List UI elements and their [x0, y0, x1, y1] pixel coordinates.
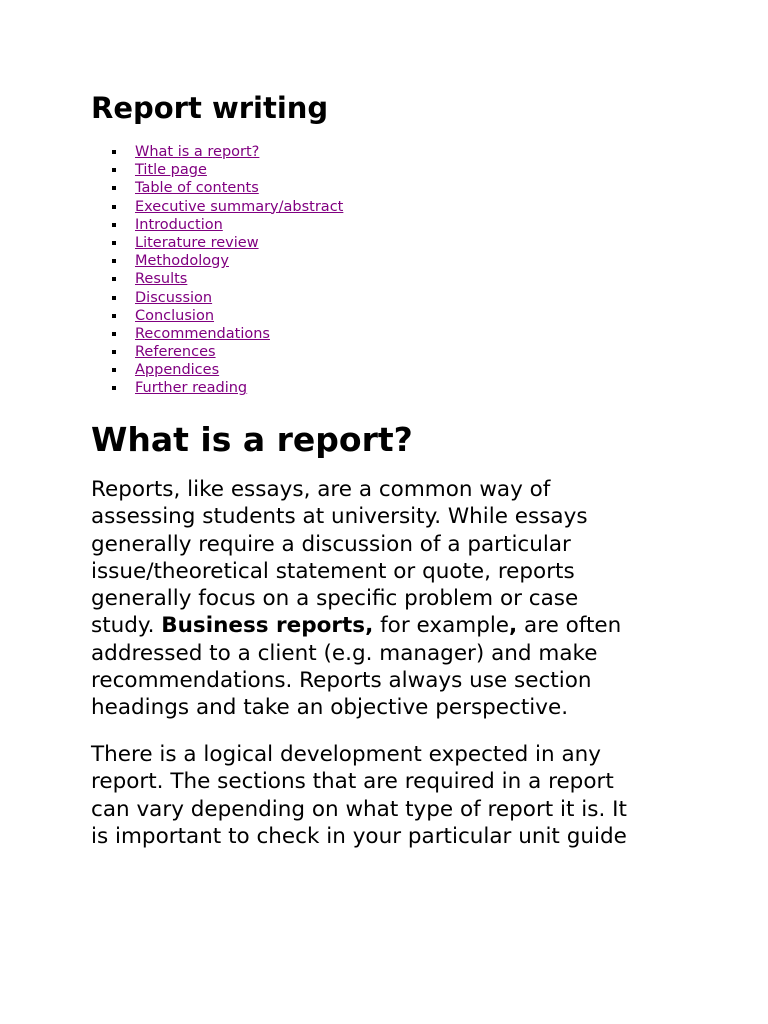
text-run: for example — [373, 613, 510, 639]
page-title: Report writing — [91, 91, 329, 125]
toc-item-further-reading — [91, 379, 343, 397]
bold-text: , — [509, 613, 518, 639]
toc-link-references[interactable]: References — [135, 344, 216, 361]
toc-link-executive-summary[interactable]: Executive summary/abstract — [135, 198, 344, 215]
text-run: are often — [517, 613, 622, 639]
toc-link-appendices[interactable]: Appendices — [135, 362, 220, 379]
bullet-icon — [112, 168, 116, 172]
toc-item-recommendations — [91, 325, 343, 343]
bullet-icon — [112, 259, 116, 263]
bullet-icon — [112, 368, 116, 372]
toc-link-table-of-contents[interactable]: Table of contents — [135, 180, 259, 197]
toc-link-discussion[interactable]: Discussion — [135, 289, 213, 306]
bullet-icon — [112, 350, 116, 354]
bullet-icon — [112, 150, 116, 154]
paragraph-line: can vary depending on what type of report it is. It — [91, 796, 627, 822]
toc-item-conclusion — [91, 307, 343, 325]
paragraph-line: report. The sections that are required in a report — [91, 769, 614, 795]
toc-item-appendices — [91, 361, 343, 379]
toc-item-title-page — [91, 161, 343, 179]
bullet-icon — [112, 186, 116, 190]
toc-link-recommendations[interactable]: Recommendations — [135, 325, 270, 342]
bullet-icon — [112, 332, 116, 336]
bullet-icon — [112, 296, 116, 300]
toc-item-table-of-contents — [91, 179, 343, 197]
toc-item-executive-summary — [91, 198, 343, 216]
toc-link-introduction[interactable]: Introduction — [135, 216, 223, 233]
bullet-icon — [112, 223, 116, 227]
toc-item-literature-review — [91, 234, 343, 252]
paragraph-line: There is a logical development expected in any — [91, 742, 602, 767]
toc-link-literature-review[interactable]: Literature review — [135, 234, 259, 251]
toc-item-results — [91, 270, 343, 288]
bullet-icon — [112, 277, 116, 281]
toc-item-discussion — [91, 289, 343, 307]
toc-link-methodology[interactable]: Methodology — [135, 253, 229, 270]
bullet-icon — [112, 241, 116, 245]
toc-item-introduction — [91, 216, 343, 234]
body-paragraph — [91, 741, 711, 850]
paragraph-line: headings and take an objective perspective. — [91, 695, 569, 721]
bold-text: Business reports, — [161, 613, 374, 639]
section-heading-what-is-a-report: What is a report? — [91, 420, 413, 459]
paragraph-line: issue/theoretical statement or quote, reports — [91, 558, 575, 584]
bullet-icon — [112, 205, 116, 209]
toc-item-what-is-a-report — [91, 143, 343, 161]
toc-link-results[interactable]: Results — [135, 271, 188, 288]
toc-link-title-page[interactable]: Title page — [135, 162, 207, 179]
toc-item-references — [91, 343, 343, 361]
bullet-icon — [112, 314, 116, 318]
paragraph-line: assessing students at university. While essays — [91, 504, 588, 530]
bullet-icon — [112, 386, 116, 390]
body-paragraph — [91, 476, 711, 722]
paragraph-line: recommendations. Reports always use section — [91, 668, 592, 694]
table-of-contents — [91, 143, 343, 398]
paragraph-line: addressed to a client (e.g. manager) and make — [91, 640, 598, 666]
toc-link-further-reading[interactable]: Further reading — [135, 380, 248, 397]
text-run: study. — [91, 613, 162, 639]
toc-link-what-is-a-report[interactable]: What is a report? — [135, 144, 260, 160]
paragraph-line: is important to check in your particular unit guide — [91, 823, 627, 849]
paragraph-line — [91, 612, 711, 639]
paragraph-line: Reports, like essays, are a common way of — [91, 477, 551, 502]
paragraph-line: generally focus on a specific problem or case — [91, 586, 579, 612]
paragraph-line: generally require a discussion of a particular — [91, 531, 571, 557]
toc-item-methodology — [91, 252, 343, 270]
toc-link-conclusion[interactable]: Conclusion — [135, 307, 215, 324]
